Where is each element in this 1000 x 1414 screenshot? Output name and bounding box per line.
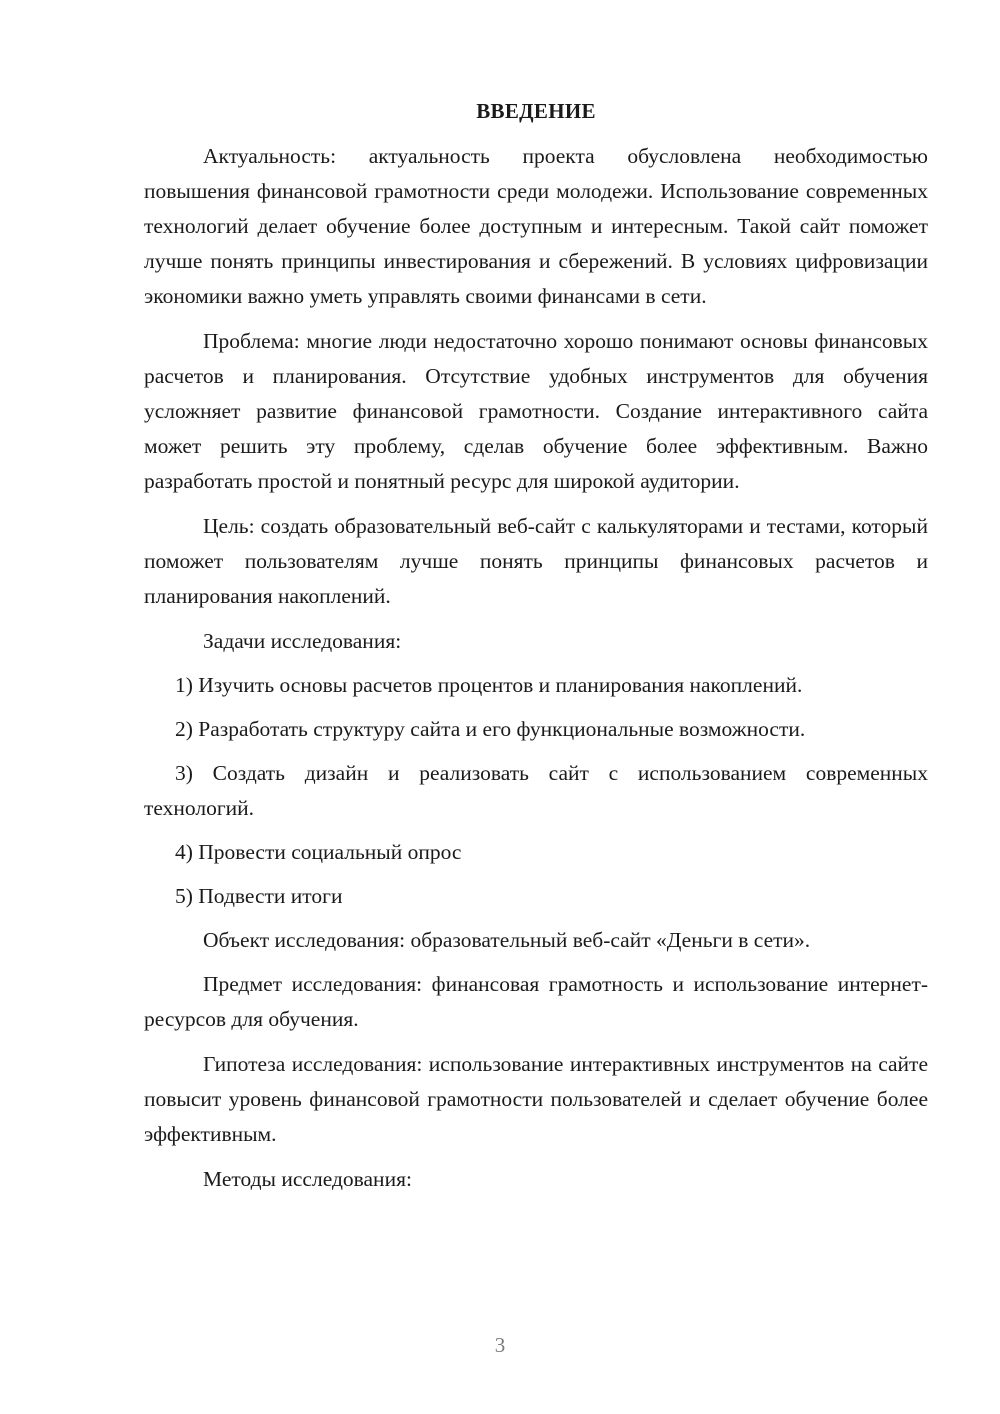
page-body	[144, 94, 928, 1206]
paragraph-subject: Предмет исследования: финансовая грамотность и использование интернет-ресурсов для обучения.	[144, 972, 928, 1031]
list-item: 4) Провести социальный опрос	[175, 840, 462, 864]
paragraph-problem: Проблема: многие люди недостаточно хорошо понимают основы финансовых расчетов и планирования. Отсутствие удобных инструментов для обучения усложняет развитие финансовой грамотности. Создание интерактивного сайта может решить эту проблему, сделав обучение более эффективным. Важно разработать простой и понятный ресурс для широкой аудитории.	[144, 329, 928, 493]
paragraph-hypothesis: Гипотеза исследования: использование интерактивных инструментов на сайте повысит уровень финансовой грамотности пользователей и сделает обучение более эффективным.	[144, 1052, 928, 1146]
list-item: 5) Подвести итоги	[175, 884, 343, 908]
paragraph-object: Объект исследования: образовательный веб-сайт «Деньги в сети».	[203, 928, 811, 952]
tasks-list	[144, 668, 928, 914]
paragraph-goal: Цель: создать образовательный веб-сайт с калькуляторами и тестами, который поможет пользователям лучше понять принципы финансовых расчетов и планирования накоплений.	[144, 514, 928, 608]
tasks-heading: Задачи исследования:	[203, 629, 402, 653]
list-item: 2) Разработать структуру сайта и его функциональные возможности.	[175, 717, 806, 741]
paragraph-relevance: Актуальность: актуальность проекта обусловлена необходимостью повышения финансовой грамотности среди молодежи. Использование современных технологий делает обучение более доступным и интересным. Такой сайт поможет лучше понять принципы инвестирования и сбережений. В условиях цифровизации экономики важно уметь управлять своими финансами в сети.	[144, 144, 928, 308]
list-item: 3) Создать дизайн и реализовать сайт с использованием современных технологий.	[144, 761, 928, 820]
page-number: 3	[494, 1333, 506, 1357]
list-item: 1) Изучить основы расчетов процентов и планирования накоплений.	[175, 673, 803, 697]
section-title: ВВЕДЕНИЕ	[476, 99, 596, 123]
methods-heading: Методы исследования:	[203, 1167, 412, 1191]
